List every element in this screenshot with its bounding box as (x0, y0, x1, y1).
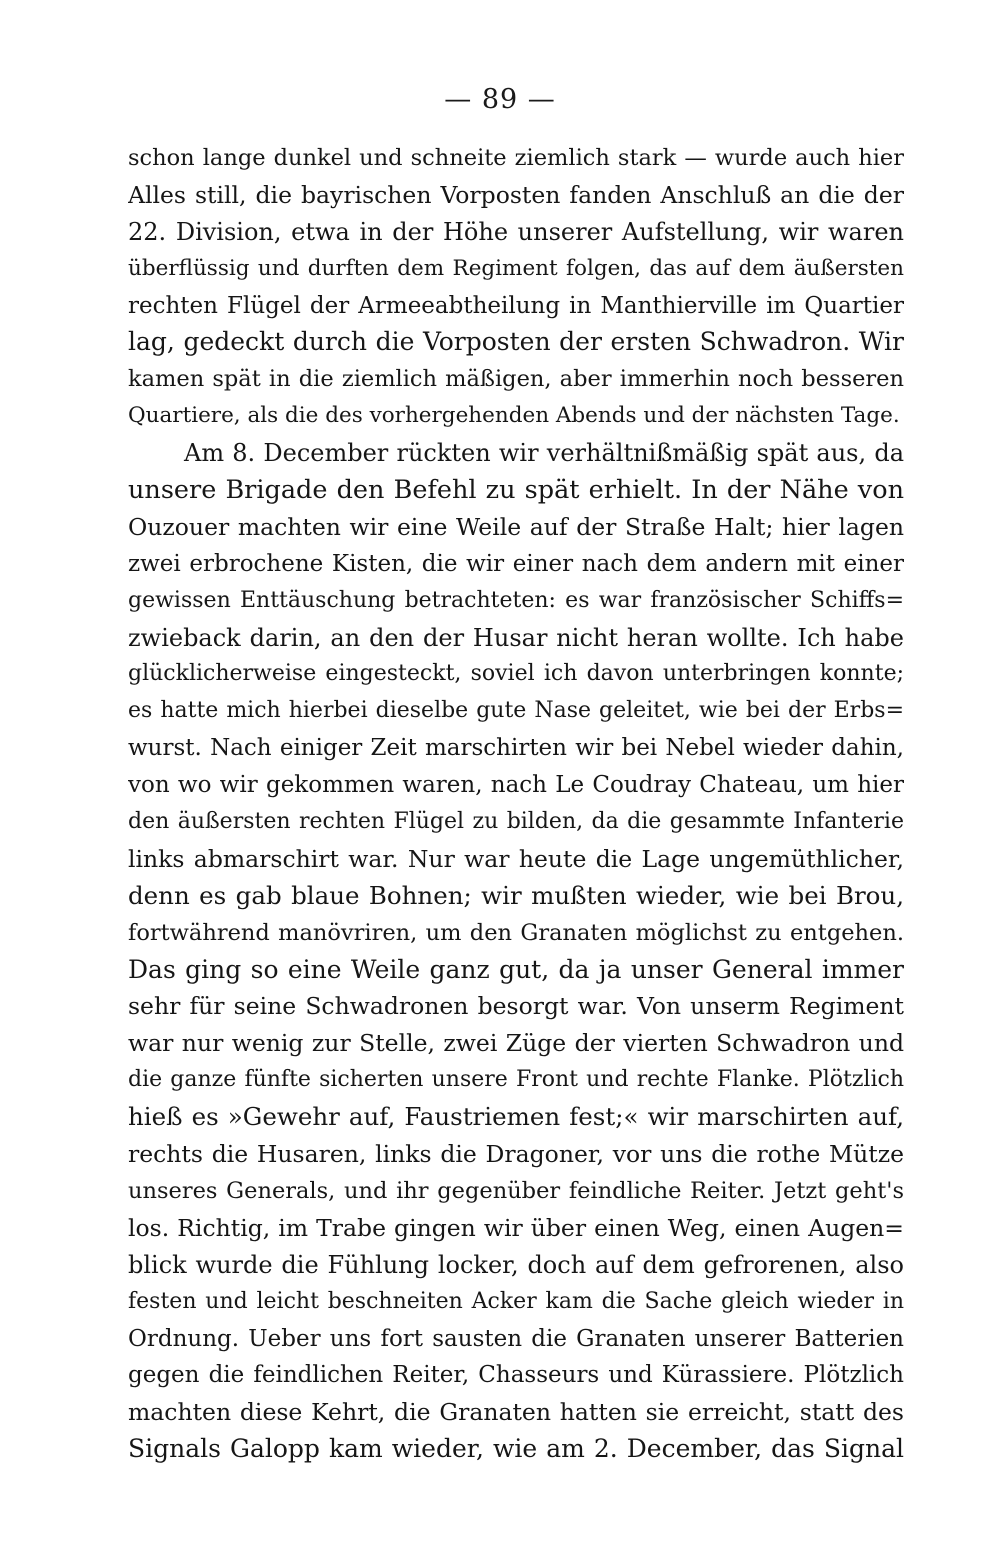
text-line: Signals Galopp kam wieder, wie am 2. December, das Signal (128, 1434, 904, 1464)
text-line: machten diese Kehrt, die Granaten hatten sie erreicht, statt des (128, 1398, 904, 1427)
text-line: gewissen Enttäuschung betrachteten: es war französischer Schiffs= (128, 587, 904, 613)
text-line: sehr für seine Schwadronen besorgt war. Von unserm Regiment (128, 992, 904, 1021)
text-line: hieß es »Gewehr auf, Faustriemen fest;« wir marschirten auf, (128, 1102, 904, 1132)
text-line: rechts die Husaren, links die Dragoner, vor uns die rothe Mütze (128, 1140, 904, 1169)
text-line: festen und leicht beschneiten Acker kam die Sache gleich wieder in (128, 1288, 904, 1314)
text-line: wurst. Nach einiger Zeit marschirten wir bei Nebel wieder dahin, (128, 735, 904, 762)
text-line: blick wurde die Fühlung locker, doch auf dem gefrorenen, also (128, 1250, 904, 1279)
text-line: zwieback darin, an den der Husar nicht heran wollte. Ich habe (128, 623, 904, 652)
text-line: die ganze fünfte sicherten unsere Front und rechte Flanke. Plötzlich (128, 1067, 904, 1093)
text-line: Alles still, die bayrischen Vorposten fanden Anschluß an die der (128, 180, 904, 209)
text-line: Ouzouer machten wir eine Weile auf der Straße Halt; hier lagen (128, 512, 904, 541)
text-line: von wo wir gekommen waren, nach Le Coudray Chateau, um hier (128, 772, 904, 799)
text-line: es hatte mich hierbei dieselbe gute Nase geleitet, wie bei der Erbs= (128, 698, 904, 724)
page-number: — 89 — (444, 84, 556, 115)
text-line: den äußersten rechten Flügel zu bilden, da die gesammte Infanterie (128, 809, 904, 835)
text-line: unseres Generals, und ihr gegenüber feindliche Reiter. Jetzt geht's (128, 1177, 904, 1204)
text-line: kamen spät in die ziemlich mäßigen, aber immerhin noch besseren (128, 366, 904, 393)
text-line: unsere Brigade den Befehl zu spät erhielt. In der Nähe von (128, 475, 904, 506)
text-line: glücklicherweise eingesteckt, soviel ich davon unterbringen konnte; (128, 661, 904, 687)
body-text (128, 140, 904, 1468)
text-line: überflüssig und durften dem Regiment folgen, das auf dem äußersten (128, 255, 904, 281)
text-line: war nur wenig zur Stelle, zwei Züge der vierten Schwadron und (128, 1029, 904, 1058)
text-line: denn es gab blaue Bohnen; wir mußten wieder, wie bei Brou, (128, 880, 904, 910)
text-line: links abmarschirt war. Nur war heute die Lage ungemüthlicher, (128, 844, 904, 873)
text-line: lag, gedeckt durch die Vorposten der ersten Schwadron. Wir (128, 327, 904, 357)
text-line: Ordnung. Ueber uns fort sausten die Granaten unserer Batterien (128, 1325, 904, 1352)
text-line: Das ging so eine Weile ganz gut, da ja unser General immer (128, 954, 904, 984)
text-line: los. Richtig, im Trabe gingen wir über einen Weg, einen Augen= (128, 1213, 904, 1242)
text-line: rechten Flügel der Armeeabtheilung in Manthierville im Quartier (128, 292, 904, 319)
text-line: fortwährend manövriren, um den Granaten möglichst zu entgehen. (128, 919, 904, 946)
text-line: 22. Division, etwa in der Höhe unserer Aufstellung, wir waren (128, 217, 904, 246)
text-line: Quartiere, als die des vorhergehenden Abends und der nächsten Tage. (128, 403, 900, 429)
text-line: gegen die feindlichen Reiter, Chasseurs und Kürassiere. Plötzlich (128, 1362, 904, 1389)
text-line: zwei erbrochene Kisten, die wir einer nach dem andern mit einer (128, 550, 904, 577)
text-line: Am 8. December rückten wir verhältnißmäßig spät aus, da (184, 439, 904, 468)
text-line: schon lange dunkel und schneite ziemlich stark — wurde auch hier (128, 145, 904, 171)
